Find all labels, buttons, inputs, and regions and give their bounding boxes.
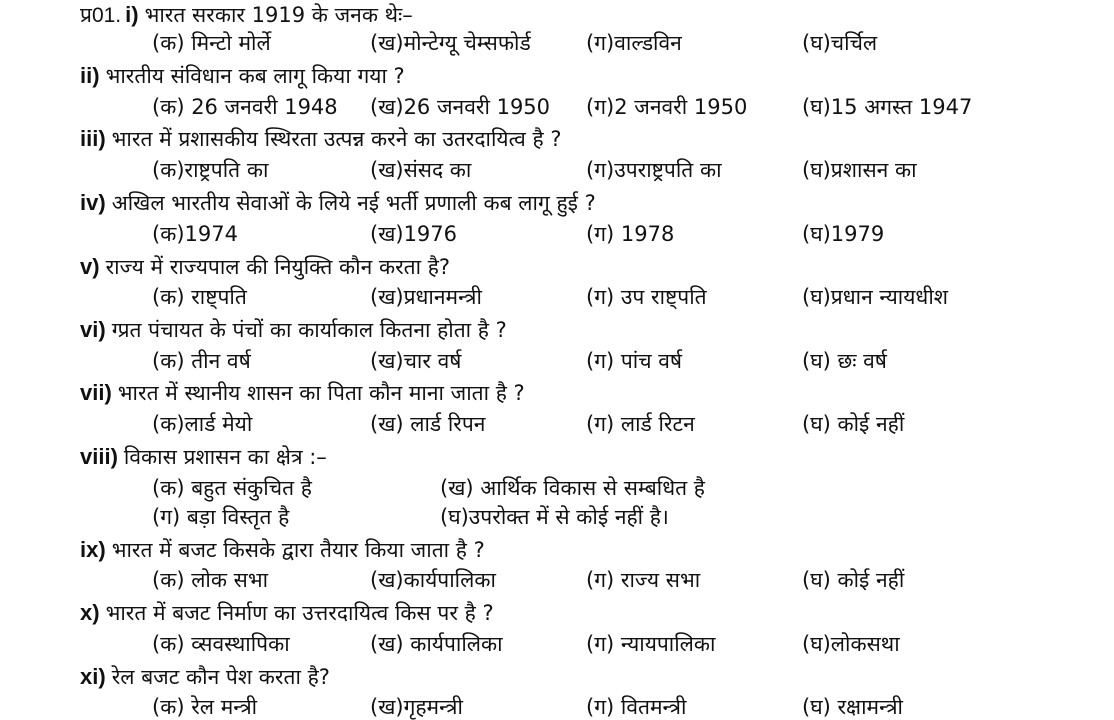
option-gha: (घ)प्रशासन का [802, 158, 917, 182]
question-text: राज्य में राज्यपाल की नियुक्ति कौन करता है? [105, 255, 451, 279]
question-9 [80, 537, 485, 563]
option-ga: (ग) उप राष्ट्पति [586, 285, 707, 309]
option-kha: (ख)गृहमन्त्री [370, 695, 463, 719]
question-text: भारत में प्रशासकीय स्थिरता उत्पन्न करने का उतरदायित्व है ? [111, 127, 562, 151]
option-ka: (क) राष्ट्पति [152, 285, 247, 309]
option-kha: (ख)1976 [370, 222, 458, 246]
option-gha: (घ)15 अगस्त 1947 [802, 95, 973, 119]
question-number: viii) [80, 444, 118, 469]
option-kha: (ख) कार्यपालिका [370, 632, 503, 656]
question-11 [80, 664, 330, 690]
question-10 [80, 600, 494, 626]
question-number: vii) [80, 380, 112, 405]
question-1 [80, 2, 413, 29]
question-2 [80, 63, 405, 89]
option-ka: (क)लार्ड मेयो [152, 412, 253, 436]
option-gha: (घ) रक्षामन्त्री [802, 695, 903, 719]
option-ga: (ग) लार्ड रिटन [586, 412, 695, 436]
option-kha: (ख)कार्यपालिका [370, 568, 496, 592]
option-gha: (घ)1979 [802, 222, 885, 246]
question-prefix: प्र01. [80, 4, 122, 27]
option-kha: (ख)मोन्टेग्यू चेम्सफोर्ड [370, 31, 531, 55]
option-gha: (घ)प्रधान न्यायधीश [802, 285, 949, 309]
question-text: रेल बजट कौन पेश करता है? [111, 665, 330, 689]
option-gha: (घ) कोई नहीं [802, 412, 905, 436]
option-ka: (क)1974 [152, 222, 238, 246]
option-ga: (ग) 1978 [586, 222, 675, 246]
option-kha: (ख)26 जनवरी 1950 [370, 95, 551, 119]
question-number: iii) [80, 126, 106, 151]
option-ga: (ग) पांच वर्ष [586, 349, 683, 373]
question-7 [80, 380, 525, 406]
question-number: i) [125, 2, 139, 27]
question-text: भारत में बजट निर्माण का उत्तरदायित्व किस पर है ? [105, 601, 494, 625]
option-ga: (ग) राज्य सभा [586, 568, 701, 592]
question-text: भारत में स्थानीय शासन का पिता कौन माना जाता है ? [117, 381, 525, 405]
option-ka: (क) तीन वर्ष [152, 349, 251, 373]
question-number: vi) [80, 317, 106, 342]
option-ka: (क) 26 जनवरी 1948 [152, 95, 338, 119]
option-kha: (ख) आर्थिक विकास से सम्बधित है [440, 476, 705, 500]
option-gha: (घ) कोई नहीं [802, 568, 905, 592]
question-text: ग्प्रत पंचायत के पंचों का कार्याकाल कितना होता है ? [111, 318, 507, 342]
option-kha: (ख)प्रधानमन्त्री [370, 285, 482, 309]
question-number: ii) [80, 63, 100, 88]
option-ka: (क) व्सवस्थापिका [152, 632, 290, 656]
option-kha: (ख)चार वर्ष [370, 349, 462, 373]
option-kha: (ख)संसद का [370, 158, 472, 182]
question-text: भारतीय संविधान कब लागू किया गया ? [105, 64, 405, 88]
option-gha: (घ)लोकसथा [802, 632, 900, 656]
option-gha: (घ)चर्चिल [802, 31, 878, 55]
option-ga: (ग)उपराष्ट्रपति का [586, 158, 722, 182]
question-3 [80, 126, 561, 152]
option-gha: (घ)उपरोक्त में से कोई नहीं है। [440, 505, 669, 529]
option-ka: (क) रेल मन्त्री [152, 695, 258, 719]
option-ka: (क) मिन्टो मोर्ले [152, 31, 271, 55]
option-ka: (क) लोक सभा [152, 568, 269, 592]
question-number: v) [80, 254, 100, 279]
question-8 [80, 444, 327, 470]
option-ga: (ग)वाल्डविन [586, 31, 682, 55]
option-kha: (ख) लार्ड रिपन [370, 412, 486, 436]
option-ga: (ग) बड़ा विस्तृत है [152, 505, 290, 529]
question-text: भारत सरकार 1919 के जनक थेः– [144, 3, 413, 27]
question-text: भारत में बजट किसके द्वारा तैयार किया जाता है ? [111, 538, 485, 562]
option-ga: (ग)2 जनवरी 1950 [586, 95, 748, 119]
question-text: अखिल भारतीय सेवाओं के लिये नई भर्ती प्रणाली कब लागू हुई ? [111, 191, 596, 215]
question-number: x) [80, 600, 100, 625]
option-ga: (ग) वितमन्त्री [586, 695, 687, 719]
option-ka: (क) बहुत संकुचित है [152, 476, 312, 500]
question-5 [80, 254, 450, 280]
question-6 [80, 317, 507, 343]
option-ka: (क)राष्ट्रपति का [152, 158, 269, 182]
question-number: xi) [80, 664, 106, 689]
question-text: विकास प्रशासन का क्षेत्र :– [123, 445, 327, 469]
option-ga: (ग) न्यायपालिका [586, 632, 716, 656]
question-number: ix) [80, 537, 106, 562]
option-gha: (घ) छः वर्ष [802, 349, 887, 373]
question-number: iv) [80, 190, 106, 215]
question-4 [80, 190, 596, 216]
